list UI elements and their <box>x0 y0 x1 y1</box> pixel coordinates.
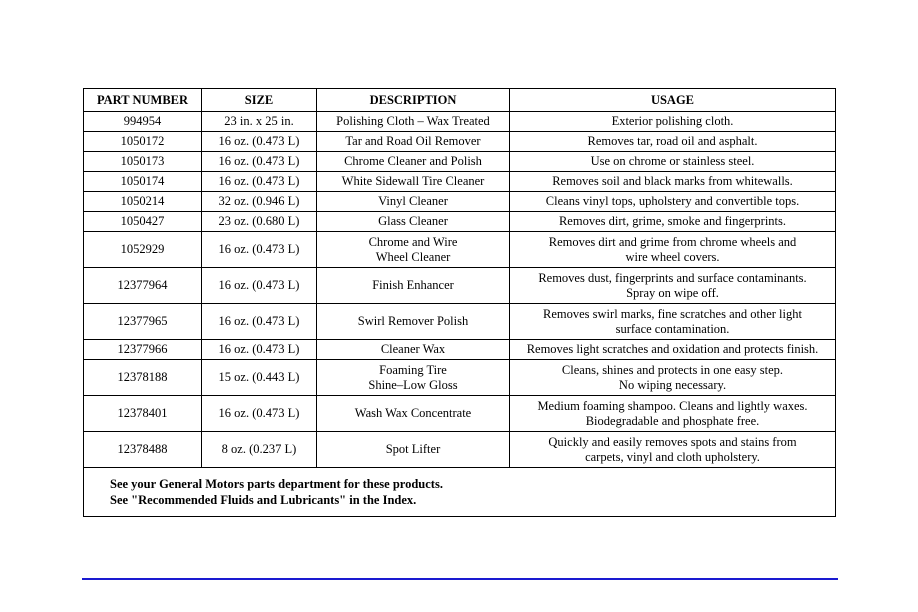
description-cell-line: Tar and Road Oil Remover <box>345 134 481 148</box>
table-row <box>84 340 836 360</box>
usage-cell <box>510 232 836 268</box>
table-row <box>84 212 836 232</box>
usage-cell <box>510 304 836 340</box>
description-cell-line: Glass Cleaner <box>378 214 448 228</box>
usage-cell-line: Cleans, shines and protects in one easy step. <box>561 362 784 377</box>
part-number-cell: 994954 <box>84 112 202 132</box>
usage-cell-line: carpets, vinyl and cloth upholstery. <box>585 449 760 464</box>
usage-cell <box>510 432 836 468</box>
part-number-cell: 1050174 <box>84 172 202 192</box>
size-cell: 16 oz. (0.473 L) <box>202 396 317 432</box>
part-number-cell: 1050172 <box>84 132 202 152</box>
part-number-cell: 1050214 <box>84 192 202 212</box>
part-number-cell: 12377964 <box>84 268 202 304</box>
description-cell-line: Wheel Cleaner <box>375 249 451 264</box>
size-cell: 15 oz. (0.443 L) <box>202 360 317 396</box>
footer-rule <box>82 578 838 580</box>
table-row <box>84 360 836 396</box>
size-cell: 16 oz. (0.473 L) <box>202 304 317 340</box>
usage-cell <box>510 192 836 212</box>
part-number-cell: 1050427 <box>84 212 202 232</box>
table-row <box>84 112 836 132</box>
description-cell-line: Spot Lifter <box>385 442 441 456</box>
size-cell: 23 oz. (0.680 L) <box>202 212 317 232</box>
description-cell <box>317 132 510 152</box>
part-number-cell: 12378488 <box>84 432 202 468</box>
usage-cell <box>510 340 836 360</box>
description-cell <box>317 112 510 132</box>
description-cell-line: Shine–Low Gloss <box>368 377 458 392</box>
description-cell <box>317 340 510 360</box>
size-cell: 8 oz. (0.237 L) <box>202 432 317 468</box>
table-row <box>84 132 836 152</box>
description-cell-line: Chrome Cleaner and Polish <box>344 154 482 168</box>
table-header-row <box>84 89 836 112</box>
description-cell <box>317 304 510 340</box>
size-cell: 32 oz. (0.946 L) <box>202 192 317 212</box>
description-cell-line: Chrome and Wire <box>368 234 458 249</box>
notes-cell <box>84 468 836 517</box>
description-cell-line: Cleaner Wax <box>380 342 446 356</box>
usage-cell-line: Exterior polishing cloth. <box>611 114 734 128</box>
size-cell: 16 oz. (0.473 L) <box>202 268 317 304</box>
description-cell <box>317 172 510 192</box>
size-cell: 16 oz. (0.473 L) <box>202 172 317 192</box>
size-cell: 16 oz. (0.473 L) <box>202 152 317 172</box>
table-row <box>84 232 836 268</box>
table-row <box>84 304 836 340</box>
description-cell <box>317 152 510 172</box>
notes-row <box>84 468 836 517</box>
usage-cell <box>510 268 836 304</box>
usage-cell <box>510 112 836 132</box>
part-number-cell: 1050173 <box>84 152 202 172</box>
header-usage: USAGE <box>510 89 836 112</box>
size-cell: 16 oz. (0.473 L) <box>202 340 317 360</box>
parts-table <box>83 88 836 517</box>
usage-cell-line: Quickly and easily removes spots and stains from <box>548 434 797 449</box>
description-cell <box>317 268 510 304</box>
usage-cell-line: Use on chrome or stainless steel. <box>590 154 755 168</box>
part-number-cell: 12377966 <box>84 340 202 360</box>
usage-cell-line: Removes dirt and grime from chrome wheels and <box>548 234 797 249</box>
table-row <box>84 432 836 468</box>
part-number-cell: 1052929 <box>84 232 202 268</box>
size-cell: 23 in. x 25 in. <box>202 112 317 132</box>
part-number-cell: 12377965 <box>84 304 202 340</box>
usage-cell-line: Removes tar, road oil and asphalt. <box>587 134 758 148</box>
description-cell-line: Foaming Tire <box>379 362 447 377</box>
usage-cell-line: surface contamination. <box>615 321 730 336</box>
usage-cell <box>510 152 836 172</box>
usage-cell-line: Medium foaming shampoo. Cleans and lightly waxes. <box>537 398 808 413</box>
usage-cell-line: wire wheel covers. <box>625 249 720 264</box>
table-row <box>84 172 836 192</box>
usage-cell-line: No wiping necessary. <box>618 377 727 392</box>
usage-cell-line: Cleans vinyl tops, upholstery and convertible tops. <box>545 194 800 208</box>
note-parts-department: See your General Motors parts department for these products. <box>110 477 443 491</box>
description-cell-line: White Sidewall Tire Cleaner <box>341 174 485 188</box>
usage-cell-line: Removes light scratches and oxidation and protects finish. <box>526 342 819 356</box>
usage-cell <box>510 212 836 232</box>
part-number-cell: 12378401 <box>84 396 202 432</box>
header-size: SIZE <box>202 89 317 112</box>
description-cell-line: Vinyl Cleaner <box>378 194 448 208</box>
header-part-number: PART NUMBER <box>84 89 202 112</box>
table-row <box>84 192 836 212</box>
part-number-cell: 12378188 <box>84 360 202 396</box>
header-description: DESCRIPTION <box>317 89 510 112</box>
table-body <box>84 112 836 468</box>
usage-cell <box>510 172 836 192</box>
usage-cell <box>510 132 836 152</box>
note-fluids-lubricants: See "Recommended Fluids and Lubricants" in the Index. <box>110 493 417 507</box>
description-cell <box>317 360 510 396</box>
description-cell-line: Swirl Remover Polish <box>357 314 469 328</box>
table-row <box>84 152 836 172</box>
description-cell <box>317 396 510 432</box>
description-cell-line: Polishing Cloth – Wax Treated <box>336 114 490 128</box>
usage-cell-line: Removes swirl marks, fine scratches and other light <box>543 306 802 321</box>
usage-cell-line: Spray on wipe off. <box>626 285 719 300</box>
usage-cell-line: Removes dirt, grime, smoke and fingerprints. <box>558 214 787 228</box>
description-cell <box>317 432 510 468</box>
usage-cell-line: Biodegradable and phosphate free. <box>585 413 760 428</box>
description-cell-line: Finish Enhancer <box>372 278 454 292</box>
usage-cell <box>510 360 836 396</box>
size-cell: 16 oz. (0.473 L) <box>202 232 317 268</box>
table-row <box>84 396 836 432</box>
usage-cell <box>510 396 836 432</box>
table-row <box>84 268 836 304</box>
description-cell <box>317 212 510 232</box>
description-cell-line: Wash Wax Concentrate <box>354 406 472 420</box>
usage-cell-line: Removes dust, fingerprints and surface contaminants. <box>538 270 807 285</box>
usage-cell-line: Removes soil and black marks from whitewalls. <box>552 174 793 188</box>
size-cell: 16 oz. (0.473 L) <box>202 132 317 152</box>
description-cell <box>317 192 510 212</box>
description-cell <box>317 232 510 268</box>
